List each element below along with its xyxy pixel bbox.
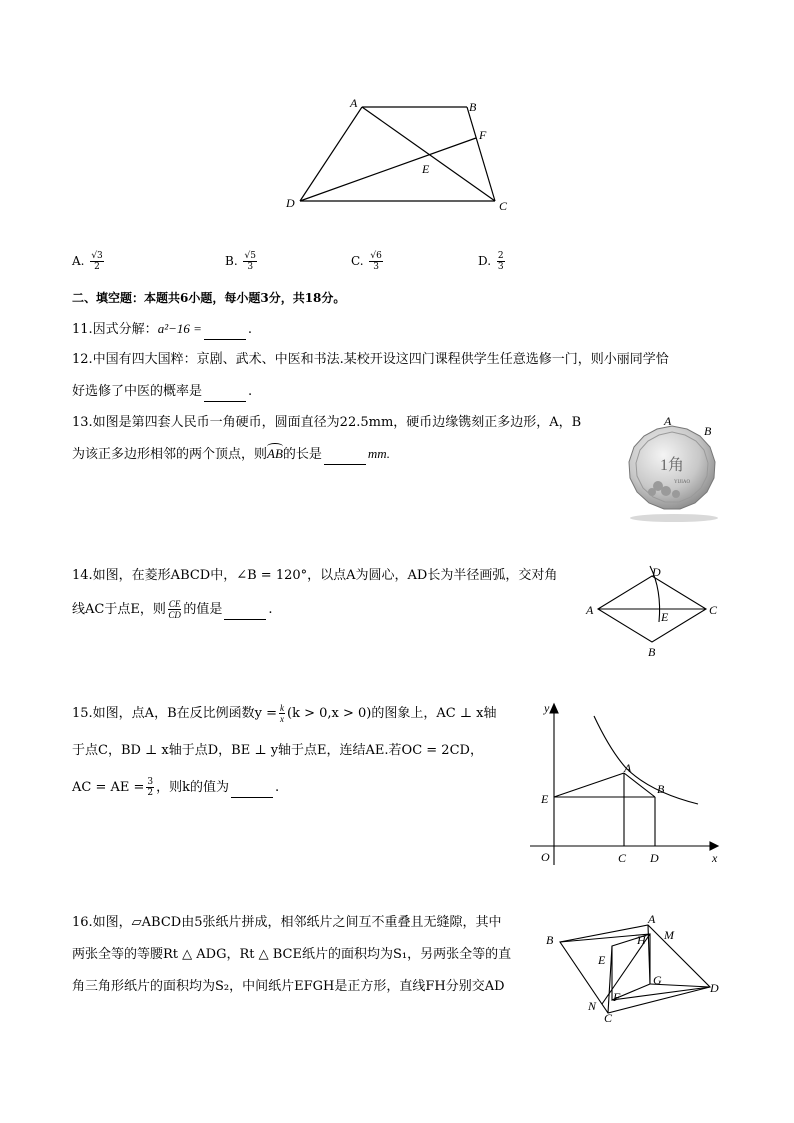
question-15-line2: 于点C，BD ⊥ x轴于点D，BE ⊥ y轴于点E，连结AE.若OC = 2CD， xyxy=(72,743,483,758)
label-f: F xyxy=(479,128,487,142)
rhombus-label-e: E xyxy=(661,610,669,624)
label-d: D xyxy=(650,851,659,865)
coin-label-a: A xyxy=(664,414,672,428)
answer-blank-12[interactable] xyxy=(204,387,246,402)
option-d[interactable]: D. $\frac{2}{3}$ xyxy=(478,251,504,272)
question-14-line2: 线AC于点E，则 $\frac{CE}{CD}$ 的值是 . xyxy=(72,599,273,620)
para-label-a: A xyxy=(648,912,656,926)
question-16-line2: 两张全等的等腰Rt △ ADG，Rt △ BCE纸片的面积均为S₁，另两张全等的直 xyxy=(72,947,512,962)
para-label-h: H xyxy=(637,933,646,947)
question-16-line1: 16.如图，▱ABCD由5张纸片拼成，相邻纸片之间互不重叠且无缝隙，其中 xyxy=(72,915,502,930)
option-d-fraction: $\frac{2}{3}$ xyxy=(497,251,504,272)
x-axis-arrow-icon xyxy=(710,842,718,850)
y-axis-arrow-icon xyxy=(550,704,558,713)
fraction-3-2: $\frac{3}{2}$ xyxy=(147,777,154,798)
option-b-fraction: $\frac{√5}{3}$ xyxy=(244,251,256,272)
para-label-n: N xyxy=(588,999,597,1013)
edge-da xyxy=(300,107,362,201)
axis-label-y: y xyxy=(544,701,550,715)
label-c: C xyxy=(499,199,508,213)
option-c[interactable]: C. $\frac{√6}{3}$ xyxy=(351,251,382,272)
edge-bc xyxy=(467,107,495,201)
coin-pinyin: YIJIAO xyxy=(674,480,691,485)
segment-ab xyxy=(624,773,655,797)
arc-ab-symbol: AB xyxy=(267,446,283,461)
question-12-line1: 12.中国有四大国粹：京剧、武术、中医和书法.某校开设这四门课程供学生任意选修一门，则小丽同学恰 xyxy=(72,352,669,367)
para-label-f: F xyxy=(613,990,621,1004)
coin-label-b: B xyxy=(704,424,712,438)
question-12-line2: 好选修了中医的概率是 . xyxy=(72,382,252,402)
label-a: A xyxy=(624,761,632,775)
para-label-m: M xyxy=(664,928,674,942)
question-15-line1: 15.如图，点A，B在反比例函数y = $\frac{k}{x}$ (k > 0,x > 0)的图象上，AC ⊥ x轴 xyxy=(72,703,497,724)
para-label-e: E xyxy=(598,953,606,967)
section-heading: 二、填空题：本题共6小题，每小题3分，共18分。 xyxy=(72,291,346,305)
figure-parallelogram xyxy=(542,912,727,1024)
question-13-line1: 13.如图是第四套人民币一角硬币，圆面直径为22.5mm，硬币边缘镌刻正多边形，A，B xyxy=(72,415,582,430)
para-label-d: D xyxy=(710,981,719,995)
label-c: C xyxy=(618,851,627,865)
hyperbola-curve xyxy=(594,716,698,804)
para-label-g: G xyxy=(653,973,662,987)
option-b[interactable]: B. $\frac{√5}{3}$ xyxy=(225,251,256,272)
rhombus-label-b: B xyxy=(648,645,656,659)
answer-blank-11[interactable] xyxy=(204,325,246,340)
question-13-line2: 为该正多边形相邻的两个顶点，则 AB的长是 mm. xyxy=(72,444,390,465)
label-e: E xyxy=(422,162,430,176)
question-11: 11.因式分解：a²−16 = . xyxy=(72,319,252,340)
question-14-line1: 14.如图，在菱形ABCD中，∠B = 120°，以点A为圆心，AD长为半径画弧，交对角 xyxy=(72,568,558,583)
fraction-ce-cd: $\frac{CE}{CD}$ xyxy=(168,599,181,620)
para-label-b: B xyxy=(546,933,554,947)
figure-trapezoid xyxy=(280,95,520,215)
rhombus-label-c: C xyxy=(709,603,718,617)
diagonal-ac xyxy=(362,107,495,201)
label-origin: O xyxy=(541,850,550,864)
segment-ce xyxy=(608,946,612,1013)
option-a[interactable]: A. $\frac{√3}{2}$ xyxy=(72,251,103,272)
label-a: A xyxy=(350,96,358,110)
segment-ae xyxy=(554,773,624,797)
option-c-fraction: $\frac{√6}{3}$ xyxy=(370,251,382,272)
label-e: E xyxy=(541,792,549,806)
answer-blank-15[interactable] xyxy=(231,783,273,798)
option-a-fraction: $\frac{√3}{2}$ xyxy=(91,251,103,272)
coin-shadow xyxy=(630,514,718,522)
para-label-c: C xyxy=(604,1011,613,1024)
rhombus-label-a: A xyxy=(586,603,594,617)
question-15-line3: AC = AE = $\frac{3}{2}$ ，则k的值为 . xyxy=(72,777,280,798)
label-d: D xyxy=(286,196,295,210)
fraction-k-x: $\frac{k}{x}$ xyxy=(280,703,284,724)
axis-label-x: x xyxy=(712,851,718,865)
label-b: B xyxy=(657,782,665,796)
answer-blank-13[interactable] xyxy=(324,450,366,465)
coin-denomination: 1角 xyxy=(660,457,685,474)
figure-coin xyxy=(618,412,728,524)
question-16-line3: 角三角形纸片的面积均为S₂，中间纸片EFGH是正方形，直线FH分别交AD xyxy=(72,979,505,994)
answer-blank-14[interactable] xyxy=(224,605,266,620)
label-b: B xyxy=(469,100,477,114)
figure-hyperbola xyxy=(530,700,725,870)
figure-rhombus xyxy=(582,562,722,660)
rhombus-label-d: D xyxy=(652,565,661,579)
